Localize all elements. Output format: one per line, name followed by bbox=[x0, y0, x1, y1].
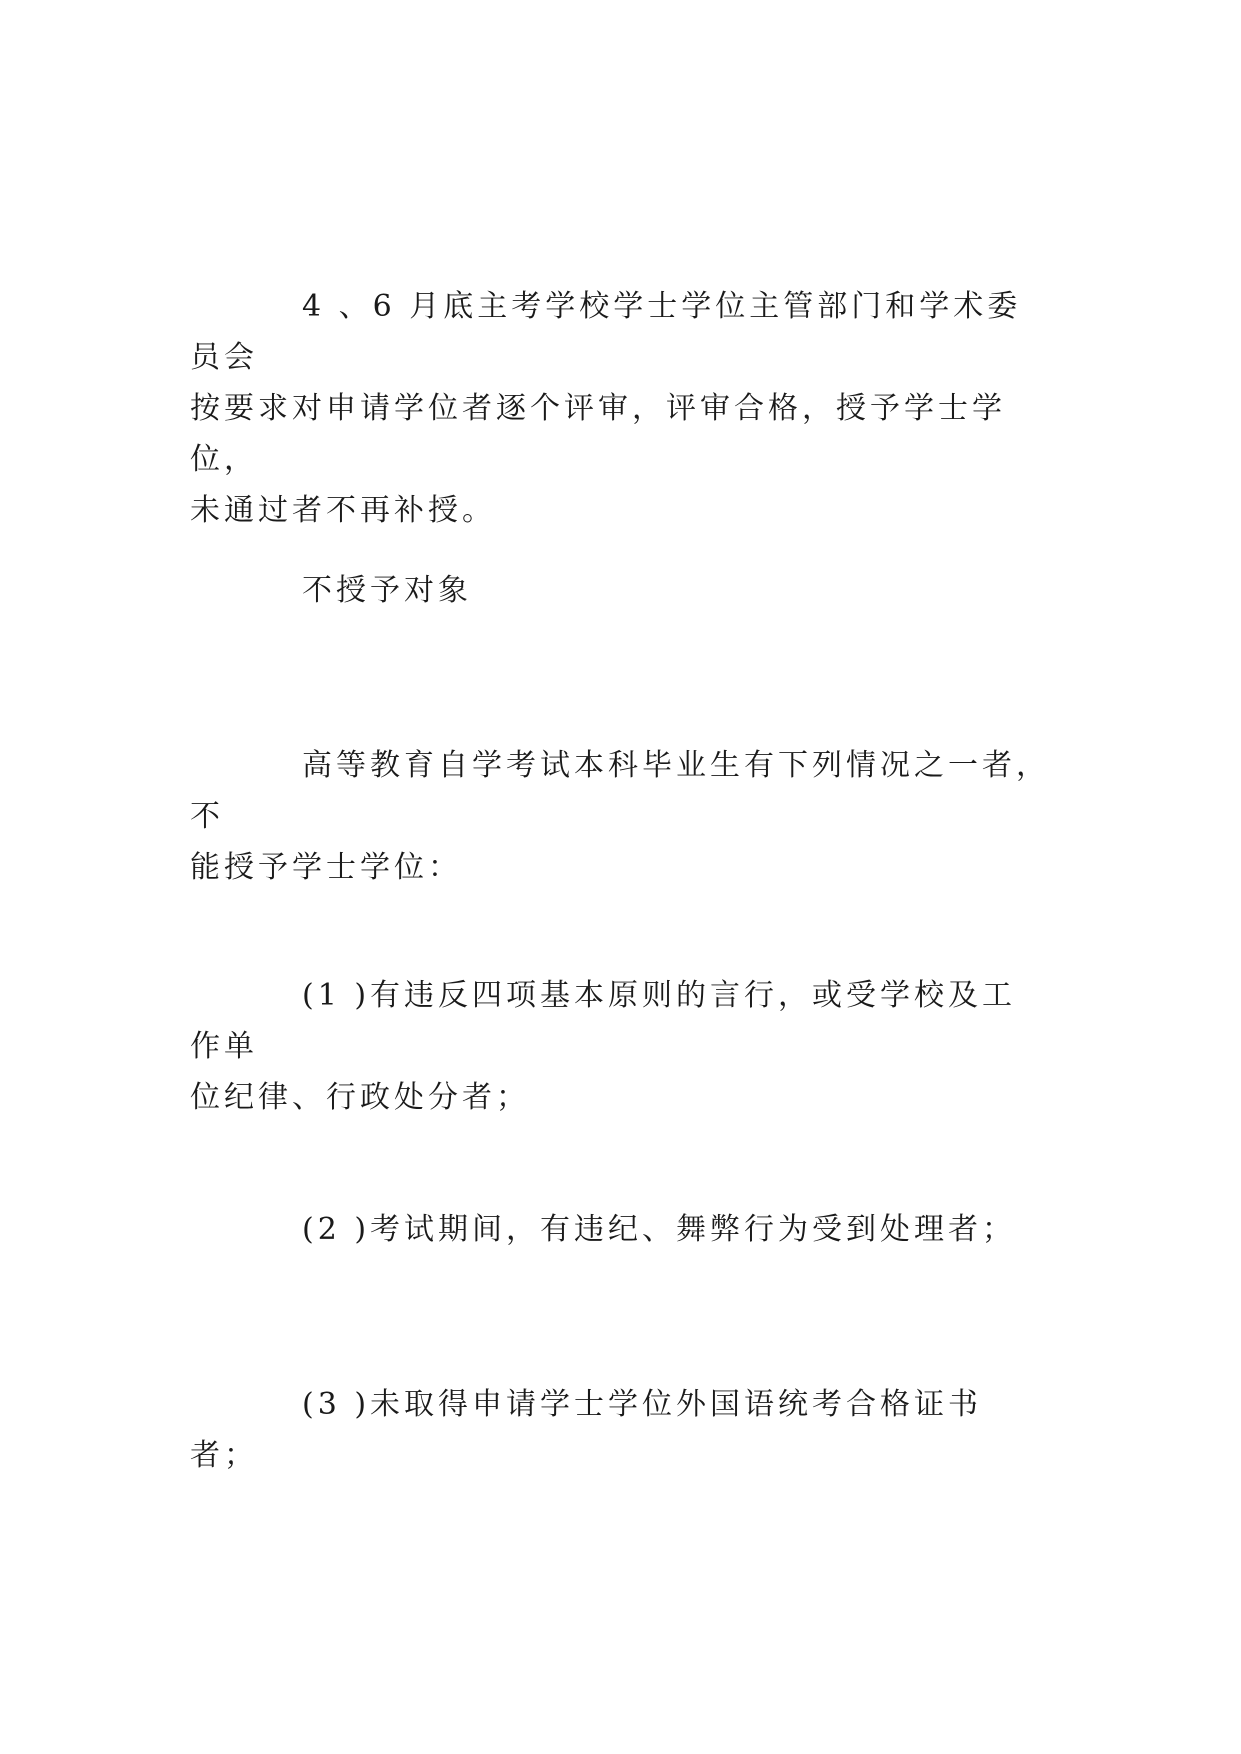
paragraph-line: 高等教育自学考试本科毕业生有下列情况之一者，不 bbox=[190, 748, 1050, 834]
list-item-3 bbox=[190, 1379, 1050, 1481]
section-heading-text: 不授予对象 bbox=[302, 573, 472, 608]
list-item-2 bbox=[190, 1204, 1050, 1255]
paragraph-line: 能授予学士学位： bbox=[190, 850, 462, 885]
paragraph-line: 按要求对申请学位者逐个评审，评审合格，授予学士学位， bbox=[190, 391, 1006, 477]
paragraph-ineligible-intro bbox=[190, 740, 1050, 893]
section-heading bbox=[190, 565, 1050, 616]
paragraph-line: 4 、6 月底主考学校学士学位主管部门和学术委员会 bbox=[190, 289, 1022, 375]
paragraph-line: 未通过者不再补授。 bbox=[190, 493, 496, 528]
paragraph-line: (2 )考试期间，有违纪、舞弊行为受到处理者； bbox=[302, 1212, 1017, 1247]
list-item-1 bbox=[190, 970, 1050, 1123]
paragraph-line: (3 )未取得申请学士学位外国语统考合格证书者； bbox=[190, 1387, 983, 1473]
paragraph-line: (1 )有违反四项基本原则的言行，或受学校及工作单 bbox=[190, 978, 1017, 1064]
paragraph-degree-review bbox=[190, 281, 1050, 536]
paragraph-line: 位纪律、行政处分者； bbox=[190, 1080, 530, 1115]
